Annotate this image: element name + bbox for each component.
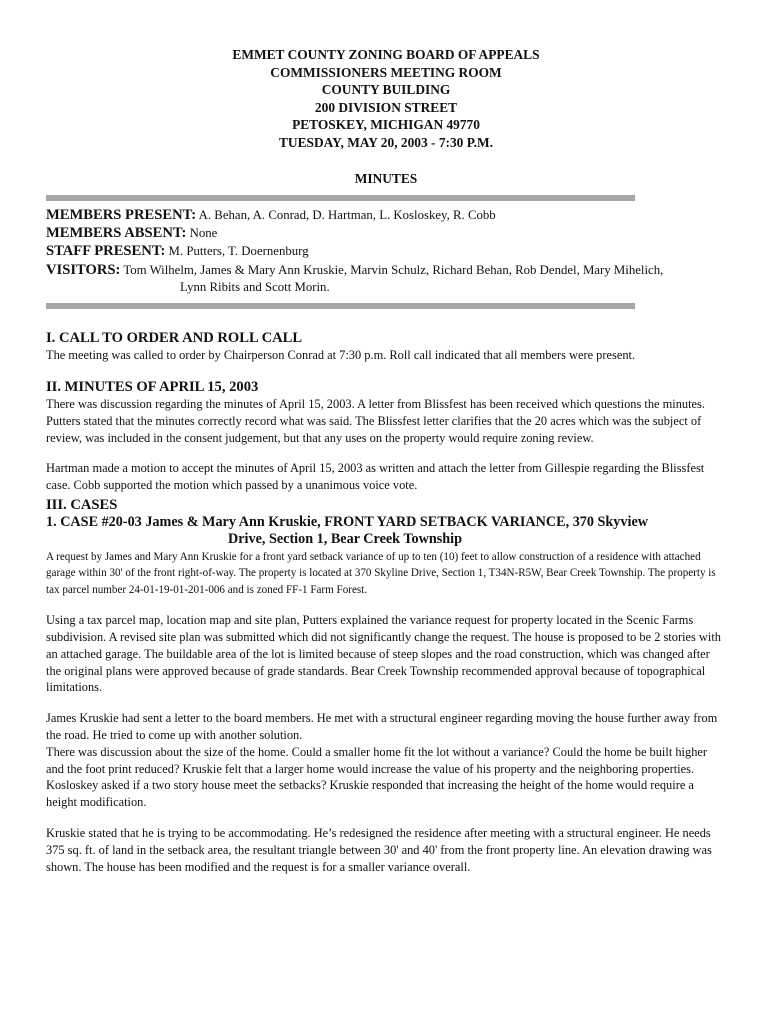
header-street: 200 DIVISION STREET bbox=[314, 99, 458, 115]
case-paragraph-3: There was discussion about the size of the home. Could a smaller home fit the lot without a variance? Could the home be built higher and the foot print reduced? Kruskie felt that a larger home would increase the value of his property and the neighboring properties. Kosloskey asked if a two story house meet the setbacks? Kruskie responded that increasing the height of the home would require a height modification. bbox=[46, 744, 708, 810]
case-title bbox=[46, 514, 726, 549]
visitors-value-line1: Tom Wilhelm, James & Mary Ann Kruskie, Marvin Schulz, Richard Behan, Rob Dendel, Mary Mihelich, bbox=[123, 262, 664, 277]
case-paragraph-1: Using a tax parcel map, location map and site plan, Putters explained the variance request for property located in the Scenic Farms subdivision. A revised site plan was submitted which did not significantly change the request. The house is proposed to be 2 stories with an attached garage. The buildable area of the lot is limited because of steep slopes and the road construction, which was changed after the original plans were approved because of grade standards. Bear Creek Township recommended approval because of topographical limitations. bbox=[46, 613, 721, 695]
header-room: COMMISSIONERS MEETING ROOM bbox=[270, 64, 502, 80]
staff-present-value: M. Putters, T. Doernenburg bbox=[168, 244, 309, 259]
case-title-line2: Drive, Section 1, Bear Creek Township bbox=[228, 531, 462, 548]
case-request-text: A request by James and Mary Ann Kruskie for a front yard setback variance of up to ten (10) feet to allow construction of a residence with attached garage within 30' of the front right-of-way. The property is located at 370 Skyline Drive, Section 1, T34N-R5W, Bear Creek Township. The property is tax parcel number 24-01-19-01-201-006 and is zoned FF-1 Farm Forest. bbox=[46, 550, 716, 596]
members-absent-value: None bbox=[189, 225, 218, 240]
staff-present-row bbox=[46, 242, 726, 260]
members-present-value: A. Behan, A. Conrad, D. Hartman, L. Kosloskey, R. Cobb bbox=[198, 207, 496, 222]
visitors-label: VISITORS: bbox=[46, 261, 121, 278]
header-date: TUESDAY, MAY 20, 2003 - 7:30 P.M. bbox=[278, 134, 494, 150]
section-minutes-paragraph-2: Hartman made a motion to accept the minutes of April 15, 2003 as written and attach the letter from Gillespie regarding the Blissfest case. Cobb supported the motion which passed by a unanimous voice vote. bbox=[46, 461, 705, 493]
header-city: PETOSKEY, MICHIGAN 49770 bbox=[292, 117, 480, 133]
header-building: COUNTY BUILDING bbox=[321, 82, 451, 98]
members-present-label: MEMBERS PRESENT: bbox=[46, 206, 197, 223]
case-paragraph-4: Kruskie stated that he is trying to be accommodating. He’s redesigned the residence after meeting with a structural engineer. He needs 375 sq. ft. of land in the setback area, the resultant triangle between 30' and 40' from the front property line. An elevation drawing was shown. The house has been modified and the request is for a smaller variance overall. bbox=[46, 825, 712, 874]
divider-top bbox=[46, 195, 635, 201]
section-call-to-order-text: The meeting was called to order by Chairperson Conrad at 7:30 p.m. Roll call indicated that all members were present. bbox=[46, 348, 636, 363]
section-minutes-title: II. MINUTES OF APRIL 15, 2003 bbox=[46, 378, 259, 395]
visitors-value-line2: Lynn Ribits and Scott Morin. bbox=[180, 280, 330, 295]
visitors-row bbox=[46, 261, 726, 279]
section-minutes-paragraph-1: There was discussion regarding the minutes of April 15, 2003. A letter from Blissfest has been received which questions the minutes. Putters stated that the minutes correctly record what was said. The Blissfest letter clarifies that the 20 acres which was the subject of review, was included in the consent judgement, but that any uses on the property would require zoning review. bbox=[46, 396, 705, 445]
case-title-line1: 1. CASE #20-03 James & Mary Ann Kruskie, FRONT YARD SETBACK VARIANCE, 370 Skyview bbox=[46, 513, 648, 530]
section-call-to-order-title: I. CALL TO ORDER AND ROLL CALL bbox=[46, 330, 303, 347]
document-page bbox=[46, 46, 726, 875]
attendance-block bbox=[46, 206, 726, 296]
case-paragraph-2: James Kruskie had sent a letter to the board members. He met with a structural engineer regarding moving the house further away from the road. He tried to come up with another solution. bbox=[46, 711, 718, 742]
header-board-name: EMMET COUNTY ZONING BOARD OF APPEALS bbox=[232, 47, 540, 62]
members-absent-row bbox=[46, 224, 726, 242]
members-present-row bbox=[46, 206, 726, 224]
section-cases-title: III. CASES bbox=[46, 496, 118, 513]
document-header bbox=[46, 46, 726, 152]
divider-bottom bbox=[46, 303, 635, 309]
minutes-title: MINUTES bbox=[354, 170, 418, 186]
members-absent-label: MEMBERS ABSENT: bbox=[46, 224, 187, 241]
staff-present-label: STAFF PRESENT: bbox=[46, 243, 166, 260]
